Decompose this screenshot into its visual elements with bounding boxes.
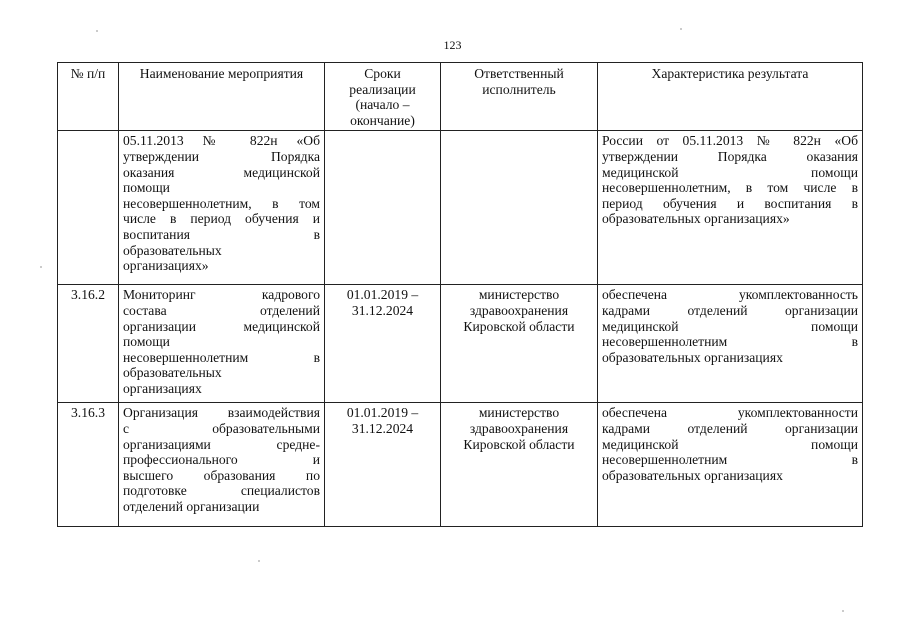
name-line: организациями средне- (123, 436, 320, 452)
name-line: помощи (123, 334, 170, 350)
name-line: 05.11.2013 № 822н «Об (123, 133, 320, 149)
header-name: Наименование мероприятия (119, 63, 325, 131)
name-line: образовательных (123, 365, 222, 381)
table-row (58, 403, 863, 527)
result-line: кадрами отделений организации (602, 302, 858, 318)
page-number: 123 (443, 38, 462, 52)
table-row (58, 285, 863, 403)
cell-name (119, 285, 325, 403)
date-line: 31.12.2024 (351, 302, 414, 318)
executor-line: министерство (478, 405, 560, 421)
cell-dates (325, 131, 441, 285)
name-line: Организация взаимодействия (123, 405, 320, 421)
name-line: несовершеннолетним в (123, 349, 320, 365)
header-result: Характеристика результата (598, 63, 863, 131)
name-line: организациях» (123, 258, 209, 274)
cell-result (598, 285, 863, 403)
executor-line: министерство (478, 287, 560, 303)
scan-speck (40, 266, 42, 268)
name-line: подготовке специалистов (123, 483, 320, 499)
result-line: несовершеннолетним в (602, 334, 858, 350)
result-line: обеспечена укомплектованность (602, 287, 858, 303)
result-line: несовершеннолетним, в том числе в (602, 180, 858, 196)
result-line: России от 05.11.2013 № 822н «Об (602, 133, 858, 149)
date-line: 01.01.2019 – (346, 405, 419, 421)
events-table (57, 62, 863, 527)
cell-dates (325, 285, 441, 403)
name-line: утверждении Порядка (123, 148, 320, 164)
name-line: отделений организации (123, 498, 260, 514)
result-line: образовательных организациях» (602, 211, 790, 227)
name-line: помощи (123, 180, 170, 196)
table-row (58, 131, 863, 285)
result-line: медицинской помощи (602, 436, 858, 452)
scan-speck (680, 28, 682, 30)
name-line: образовательных (123, 242, 222, 258)
name-line: организации медицинской (123, 318, 320, 334)
cell-num: 3.16.2 (58, 285, 119, 403)
cell-result (598, 403, 863, 527)
result-line: образовательных организациях (602, 349, 783, 365)
executor-line: Кировской области (463, 318, 575, 334)
name-line: профессионального и (123, 452, 320, 468)
name-line: несовершеннолетним, в том (123, 195, 320, 211)
cell-executor (441, 131, 598, 285)
cell-name (119, 403, 325, 527)
result-line: период обучения и воспитания в (602, 195, 858, 211)
cell-executor (441, 285, 598, 403)
date-line: 31.12.2024 (351, 420, 414, 436)
header-executor: Ответственный исполнитель (441, 63, 598, 131)
executor-line: здравоохранения (469, 302, 569, 318)
scan-speck (96, 30, 98, 32)
cell-num (58, 131, 119, 285)
name-line: воспитания в (123, 226, 320, 242)
name-line: организациях (123, 380, 202, 396)
name-line: Мониторинг кадрового (123, 287, 320, 303)
name-line: с образовательными (123, 420, 320, 436)
name-line: высшего образования по (123, 467, 320, 483)
result-line: медицинской помощи (602, 164, 858, 180)
table-header-row (58, 63, 863, 131)
result-line: обеспечена укомплектованности (602, 405, 858, 421)
cell-num: 3.16.3 (58, 403, 119, 527)
executor-line: здравоохранения (469, 420, 569, 436)
result-line: образовательных организациях (602, 467, 783, 483)
result-line: кадрами отделений организации (602, 420, 858, 436)
header-dates: Сроки реализации (начало – окончание) (325, 63, 441, 131)
date-line: 01.01.2019 – (346, 287, 419, 303)
cell-result (598, 131, 863, 285)
scan-speck (258, 560, 260, 562)
name-line: состава отделений (123, 302, 320, 318)
cell-name (119, 131, 325, 285)
scan-speck (842, 610, 844, 612)
result-line: медицинской помощи (602, 318, 858, 334)
name-line: числе в период обучения и (123, 211, 320, 227)
cell-dates (325, 403, 441, 527)
name-line: оказания медицинской (123, 164, 320, 180)
result-line: несовершеннолетним в (602, 452, 858, 468)
result-line: утверждении Порядка оказания (602, 148, 858, 164)
executor-line: Кировской области (463, 436, 575, 452)
header-num: № п/п (58, 63, 119, 131)
cell-executor (441, 403, 598, 527)
